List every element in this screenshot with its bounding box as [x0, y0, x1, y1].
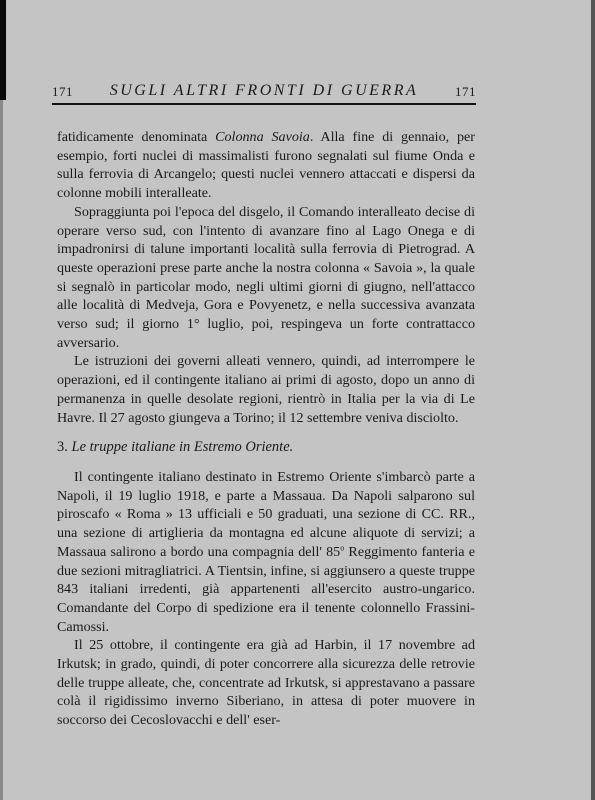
section-heading — [57, 438, 475, 456]
page-number-right: 171 — [454, 84, 476, 99]
running-header — [52, 82, 476, 105]
scan-border-right — [591, 0, 595, 800]
body-text-bottom — [57, 468, 475, 730]
page-number-left: 171 — [52, 84, 73, 99]
colonna-savoia-italic: Colonna Savoia — [215, 129, 310, 145]
section-number: 3. — [57, 439, 68, 455]
paragraph-4-text-a: Il contingente italiano destinato in Estremo Oriente s'imbarcò parte a Napoli, il 19 luglio 1918, e parte a Massaua. Da Napoli salparono sul piroscafo « Roma » 13 ufficiali e 50 graduati, una sezione di CC. RR., una sezione di artiglieria da montagna ed alcune aliquote di servizi; a Massaua salirono a bordo una compagnia dell' 85 — [57, 469, 475, 560]
paragraph-4-text-b: Reggimento fanteria e due sezioni mitragliatrici. A Tientsin, infine, si aggiunsero a queste truppe 843 italiani irredenti, già appartenenti all'esercito austro-ungarico. Comandante del Corpo di spedizione era il tenente colonnello Frassini-Camossi. — [57, 543, 476, 635]
paragraph-2: Sopraggiunta poi l'epoca del disgelo, il Comando interalleato decise di operare verso sud, con l'intento di avanzare fino al Lago Onega e di impadronirsi di talune importanti località sulla ferrovia di Pietrograd. A queste operazioni prese parte anche la nostra colonna « Savoia », la quale si segnalò in particolar modo, negli ultimi giorni di giugno, nell'attacco alle località di Medveja, Gora e Povyenetz, e nella successiva avanzata verso sud; il giorno 1° luglio, poi, respingeva un forte contrattacco avversario. — [57, 203, 475, 351]
scan-border-left-lower — [0, 100, 3, 800]
paragraph-5: Il 25 ottobre, il contingente era già ad Harbin, il 17 novembre ad Irkutsk; in grado, quindi, di poter concorrere alla sicurezza delle retrovie delle truppe alleate, che, concentrate ad Irkutsk, si apprestavano a passare colà il rigidissimo inverno Siberiano, in attesa di poter muovere in soccorso dei Cecoslovacchi e dell' eser- — [57, 637, 475, 729]
paragraph-1 — [57, 128, 475, 203]
paragraph-1-text-b: . Alla fine di gennaio, per esempio, forti nuclei di massimalisti furono segnalati sul fiume Onda e sulla ferrovia di Arcangelo; questi nuclei vennero attaccati e dispersi da colonne mobili interalleate. — [57, 129, 475, 202]
body-text-top — [57, 128, 475, 427]
running-title: SUGLI ALTRI FRONTI DI GUERRA — [109, 82, 419, 99]
paragraph-1-text-a: fatidicamente denominata — [57, 129, 216, 145]
paragraph-3: Le istruzioni dei governi alleati vennero, quindi, ad interrompere le operazioni, ed il contingente italiano ai primi di agosto, dopo un anno di permanenza in quelle desolate regioni, rientrò in Italia per la via di Le Havre. Il 27 agosto giungeva a Torino; il 12 settembre veniva disciolto. — [57, 353, 475, 426]
scan-border-left — [0, 0, 6, 100]
ordinal-superscript: o — [340, 543, 345, 553]
paragraph-4 — [57, 468, 475, 636]
section-title: Le truppe italiane in Estremo Oriente. — [71, 439, 294, 455]
